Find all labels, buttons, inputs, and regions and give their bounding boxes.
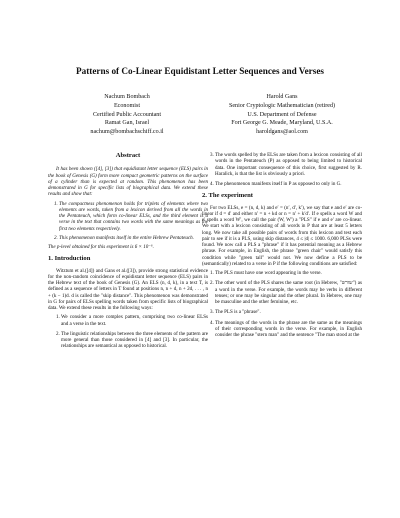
intro-list — [48, 314, 208, 349]
intro-list-item: 2. The linguistic relationships between the three elements of the pattern are more general than those considered in [4] and [3]. In particular, the relationships are semantical as opposed to historical. — [61, 331, 208, 350]
abstract-list — [48, 201, 208, 242]
paper-title: Patterns of Co-Linear Equidistant Letter Sequences and Verses — [76, 66, 324, 76]
right-column — [202, 152, 362, 342]
author-name: Harold Gans — [266, 94, 298, 100]
abstract — [48, 166, 208, 250]
author-affiliation: Certified Public Accountant — [92, 111, 162, 118]
condition-item: 2. The other word of the PLS shares the same root (in Hebrew, "שורש") as a word in the verse. For example, the words may be verbs in different tenses; or one may be singular and the other plural. In Hebrew, one may be masculine and the other feminine, etc. — [215, 280, 362, 305]
author-affiliation: Fort George G. Meade, Maryland, U.S.A. — [231, 120, 333, 127]
experiment-conditions-list — [202, 270, 362, 338]
author-email: haroldgans@aol.com — [256, 129, 308, 136]
author-affiliation: Senior Cryptologic Mathematician (retired) — [228, 102, 336, 109]
author-1 — [52, 93, 202, 137]
left-column — [48, 152, 208, 354]
intro-paragraph: Witztum et al.([4]) and Gans et al.([3]), provide strong statistical evidence for the non-random coincidence of equidistant letter sequence (ELS) pairs in the Hebrew text of the book of Genesis (G). An ELS (n, d, k), in a text T, is defined as a sequence of letters in T found at positions n, n + d, n + 2d, . . . , n + (k − 1)d. d is called the "skip distance". This phenomenon was demonstrated in G for pairs of ELSs spelling words taken from specific lists of biographical data. We extend these results in the following ways: — [48, 267, 208, 311]
author-affiliation: Ramat Gan, Israel — [104, 120, 150, 127]
author-name: Nachum Bombach — [104, 94, 150, 100]
condition-item: 1. The PLS must have one word appearing in the verse. — [215, 270, 362, 276]
abstract-list-item: 1. The compactness phenomenon holds for triplets of elements where two elements are words, taken from a lexicon derived from all the words in the Pentateuch, which form co-linear ELSs, and the third element is a verse in the text that contains two words with the same meanings as the first two elements respectively. — [59, 201, 208, 232]
author-email: nachum@bombachschiff.co.il — [90, 129, 164, 136]
section-heading-experiment: 2. The experiment — [202, 192, 253, 200]
section-heading-introduction: 1. Introduction — [48, 255, 91, 263]
condition-item: 3. The PLS is a "phrase". — [215, 309, 362, 315]
author-affiliation: Economist — [113, 102, 141, 109]
abstract-heading: Abstract — [115, 152, 141, 159]
intro-list-continued — [202, 152, 362, 187]
author-affiliation: U.S. Department of Defense — [247, 111, 317, 118]
author-2 — [197, 93, 367, 137]
condition-item: 4. The meanings of the words in the phrase are the same as the meanings of their corresponding words in the verse. For example, in English consider the phrase "stern man" and the sentence "The man stood at the — [215, 320, 362, 339]
intro-list-item: 4. The phenomenon manifests itself in P as opposed to only in G. — [215, 181, 362, 187]
abstract-pvalue: The p-level obtained for this experiment is 6 × 10⁻⁶. — [48, 244, 154, 250]
abstract-list-item: 2. This phenomenon manifests itself in the entire Hebrew Pentateuch. — [59, 235, 208, 241]
intro-list-item: 1. We consider a more complex pattern, comprising two co-linear ELSs and a verse in the text. — [61, 314, 208, 327]
experiment-paragraph: For two ELSs, e = (n, d, k) and e′ = (n′, d′, k′), we say that e and e′ are co-linear if d = d′ and either n′ = n + kd or n = n′ + k′d′. If e spells a word W and e′ spells a word W′, we call the pair (W, W′) a "PLS" if e and e′ are co-linear. We start with a lexicon consisting of all words in P that are at least 5 letters long. We now take all possible pairs of words from this lexicon and test each pair to see if it is a PLS, using skip distances, 4 ≤ |d| ≤ 1000. 6,000 PLSs were found. We now call a PLS a "phrase" if it has potential meaning as a Hebrew phrase. For example, in English, the phrase "green chair" would satisfy this condition while "green tall" would not. We now define a PLS to be (semantically) related to a verse in P if the following conditions are satisfied: — [202, 204, 362, 267]
abstract-intro: It has been shown ([4], [3]) that equidistant letter sequence (ELS) pairs in the book of Genesis (G) form more compact geometric patterns on the surface of a cylinder than is expected at random. This phenomenon has been demonstrated in G for specific lists of biographical data. We extend these results and show that: — [48, 166, 208, 198]
intro-list-item: 3. The words spelled by the ELSs are taken from a lexicon consisting of all words in the Pentateuch (P) as opposed to being limited to historical data. One important consequence of this choice, first suggested by R. Haralick, is that the list is obviously a priori. — [215, 152, 362, 177]
